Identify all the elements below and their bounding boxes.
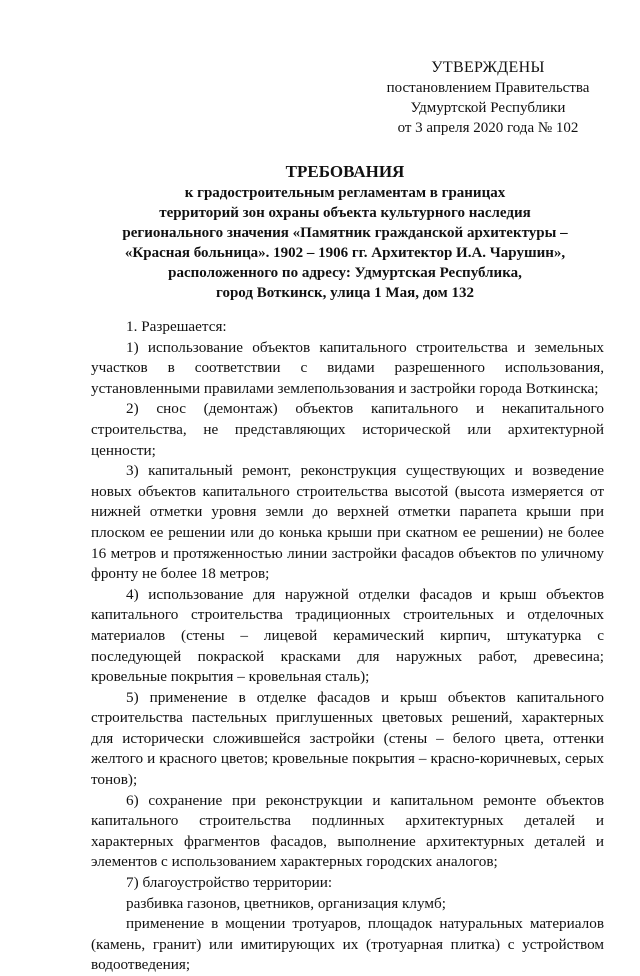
title-line: расположенного по адресу: Удмуртская Республика, xyxy=(168,265,522,281)
list-item: 5) применение в отделке фасадов и крыш объектов капитального строительства пастельных приглушенных цветовых решений, характерных для исторически сложившейся застройки (стены – белого цвета, оттенки желтого и красного цветов; кровельные покрытия – красно-коричневых, серых тонов); xyxy=(91,688,604,789)
title-line: к градостроительным регламентам в границах xyxy=(184,185,506,201)
list-item: 3) капитальный ремонт, реконструкция существующих и возведение новых объектов капитального строительства высотой (высота измеряется от нижней отметки уровня земли до верхней отметки парапета крыши при плоском ее решении или до конька крыши при скатном ее решении) не более 16 метров и протяженностью линии застройки фасадов объектов по уличному фронту не более 18 метров; xyxy=(91,462,604,583)
list-item: 7) благоустройство территории: xyxy=(126,874,333,892)
document-title xyxy=(100,161,590,303)
approval-line: Удмуртской Республики xyxy=(410,100,566,116)
title-main: ТРЕБОВАНИЯ xyxy=(285,162,405,181)
title-line: регионального значения «Памятник гражданской архитектуры – xyxy=(122,225,568,241)
section-heading: 1. Разрешается: xyxy=(126,318,227,335)
document-body xyxy=(91,317,604,976)
title-line: «Красная больница». 1902 – 1906 гг. Архитектор И.А. Чарушин», xyxy=(124,245,566,261)
approval-stamp xyxy=(378,58,598,138)
title-line: город Воткинск, улица 1 Мая, дом 132 xyxy=(216,285,474,301)
sub-item: применение в мощении тротуаров, площадок натуральных материалов (камень, гранит) или имитирующих их (тротуарная плитка) с устройством водоотведения; xyxy=(91,915,604,974)
list-item: 1) использование объектов капитального строительства и земельных участков в соответствии с видами разрешенного использования, установленными правилами землепользования и застройки города Воткинска; xyxy=(91,338,604,397)
sub-item: разбивка газонов, цветников, организация клумб; xyxy=(126,894,446,912)
list-item: 6) сохранение при реконструкции и капитальном ремонте объектов капитального строительства подлинных архитектурных деталей и характерных фрагментов фасадов, выполнение архитектурных деталей и элементов с использованием характерных городских аналогов; xyxy=(91,791,604,871)
list-item: 2) снос (демонтаж) объектов капитального и некапитального строительства, не представляющих исторической или архитектурной ценности; xyxy=(91,400,604,459)
title-line: территорий зон охраны объекта культурного наследия xyxy=(159,205,531,221)
approval-heading: УТВЕРЖДЕНЫ xyxy=(431,59,545,76)
approval-line: постановлением Правительства xyxy=(386,80,590,96)
approval-line: от 3 апреля 2020 года № 102 xyxy=(397,120,579,136)
list-item: 4) использование для наружной отделки фасадов и крыш объектов капитального строительства традиционных строительных и отделочных материалов (стены – лицевой керамический кирпич, штукатурка с последующей покраской красками для наружных работ, древесина; кровельные покрытия – кровельная сталь); xyxy=(91,585,604,686)
